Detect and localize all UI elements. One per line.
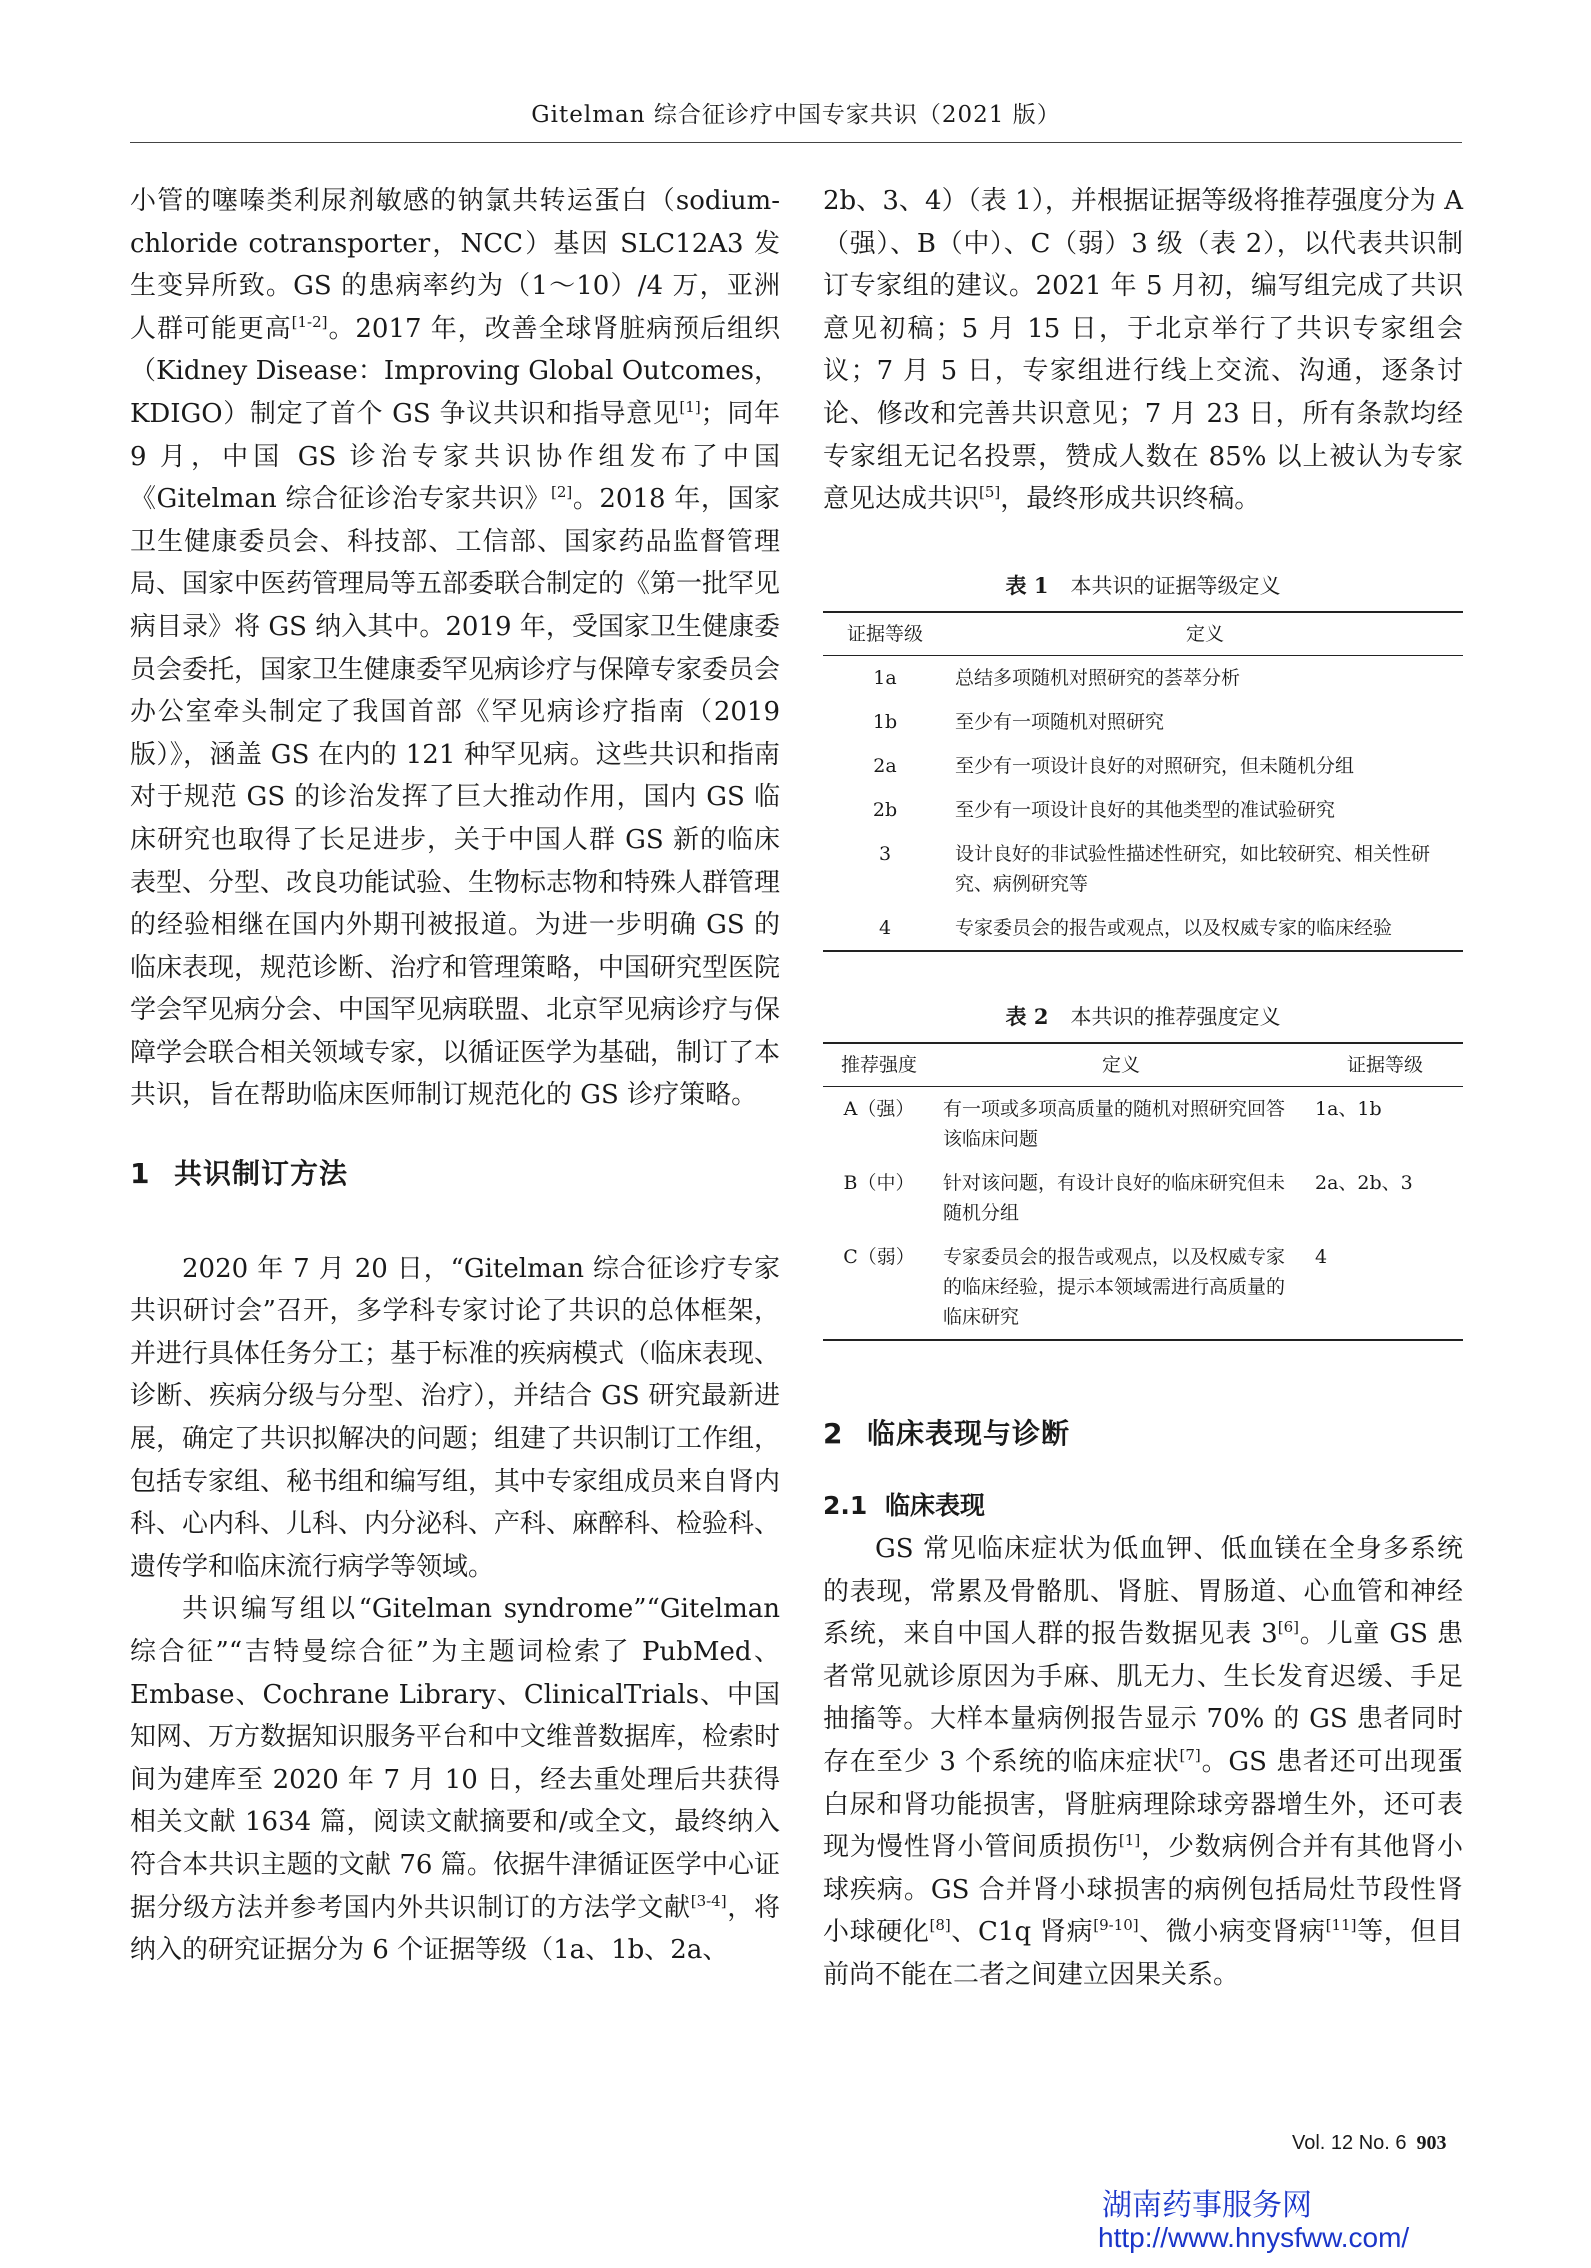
- text-run: 共识编写组以“Gitelman syndrome”“Gitelman 综合征”“吉特曼综合征”为主题词检索了 PubMed、Embase、Cochrane Library、ClinicalTrials、中国知网、万方数据知识服务平台和中文维普数据库，检索时间为建库至 2020 年 7 月 10 日，经去重处理后共获得相关文献 1634 篇，阅读文献摘要和/或全文，最终纳入符合本共识主题的文献 76 篇。依据牛津循证医学中心证据分级方法并参考国内外共识制订的方法学文献: [130, 1594, 781, 1923]
- left-column: [130, 180, 780, 1972]
- table-cell: 1a: [873, 666, 897, 689]
- subsection-title: 临床表现: [885, 1491, 986, 1521]
- table-cell: 针对该问题，有设计良好的临床研究但未随机分组: [943, 1171, 1286, 1224]
- table-cell: B（中）: [843, 1171, 915, 1194]
- watermark-url[interactable]: http://www.hnysfww.com/: [1098, 2222, 1410, 2253]
- text-run: ，最终形成共识终稿。: [1000, 484, 1261, 515]
- table-header: 证据等级: [1307, 1043, 1463, 1087]
- intro-paragraph: [130, 180, 780, 1117]
- table-cell: 总结多项随机对照研究的荟萃分析: [955, 666, 1241, 689]
- table-label: 表 1: [1005, 572, 1049, 598]
- table-cell: 2a: [873, 754, 897, 777]
- section-title: 临床表现与诊断: [867, 1416, 1071, 1450]
- running-header: Gitelman 综合征诊疗中国专家共识（2021 版）: [531, 102, 1061, 128]
- table-cell: C（弱）: [823, 1235, 935, 1340]
- volume-info: Vol. 12 No. 6: [1292, 2132, 1407, 2154]
- table-title: 本共识的推荐强度定义: [1070, 1004, 1281, 1029]
- table-header: 推荐强度: [823, 1043, 935, 1087]
- table-row: [823, 788, 1463, 832]
- table-row: [823, 700, 1463, 744]
- text-run: 。2018 年，国家卫生健康委员会、科技部、工信部、国家药品监督管理局、国家中医药管理局等五部委联合制定的《第一批罕见病目录》将 GS 纳入其中。2019 年，受国家卫生健康委员会委托，国家卫生健康委罕见病诊疗与保障专家委员会办公室牵头制定了我国首部《罕见病诊疗指南（2019 版）》，涵盖 GS 在内的 121 种罕见病。这些共识和指南对于规范 GS 的诊治发挥了巨大推动作用，国内 GS 临床研究也取得了长足进步，关于中国人群 GS 新的临床表型、分型、改良功能试验、生物标志物和特殊人群管理的经验相继在国内外期刊被报道。为进一步明确 GS 的临床表现，规范诊断、治疗和管理策略，中国研究型医院学会罕见病分会、中国罕见病联盟、北京罕见病诊疗与保障学会联合相关领域专家，以循证医学为基础，制订了本共识，旨在帮助临床医师制订规范化的 GS 诊疗策略。: [130, 484, 781, 1111]
- table-row: [823, 1086, 1463, 1161]
- watermark-site-name: 湖南药事服务网: [1102, 2188, 1312, 2223]
- text-run: 、C1q 肾病: [950, 1917, 1094, 1948]
- table-cell: 4: [823, 906, 947, 951]
- table-cell: 3: [878, 842, 892, 865]
- section-number: 2: [823, 1416, 844, 1450]
- recommendation-strength-table: [823, 1042, 1463, 1341]
- subsection-number: 2.1: [823, 1491, 868, 1521]
- table-cell: 专家委员会的报告或观点，以及权威专家的临床经验: [947, 906, 1463, 951]
- table-cell: 4: [1307, 1235, 1463, 1340]
- section-2-heading: [823, 1413, 1463, 1456]
- methods-paragraph-1: 2020 年 7 月 20 日，“Gitelman 综合征诊疗专家共识研讨会”召开，多学科专家讨论了共识的总体框架，并进行具体任务分工；基于标准的疾病模式（临床表现、诊断、疾病分级与分型、治疗），并结合 GS 研究最新进展，确定了共识拟解决的问题；组建了共识制订工作组，包括专家组、秘书组和编写组，其中专家组成员来自肾内科、心内科、儿科、内分泌科、产科、麻醉科、检验科、遗传学和临床流行病学等领域。: [130, 1253, 781, 1582]
- subsection-2-1-heading: [823, 1485, 1463, 1528]
- section-title: 共识制订方法: [174, 1157, 349, 1191]
- table-cell: 至少有一项随机对照研究: [955, 710, 1165, 733]
- text-run: 。儿童 GS 患者常见就诊原因为手麻、肌无力、生长发育迟缓、手足抽搐等。大样本量病例报告显示 70% 的 GS 患者同时存在至少 3 个系统的临床症状: [823, 1619, 1463, 1777]
- citation-ref: [7]: [1179, 1745, 1201, 1764]
- methods-paragraph-cont: [823, 180, 1463, 521]
- table-row: [823, 655, 1463, 700]
- page-number: 903: [1416, 2132, 1447, 2154]
- table-cell: 2a、2b、3: [1315, 1171, 1413, 1194]
- citation-ref: [11]: [1325, 1916, 1357, 1935]
- table-header: 定义: [935, 1043, 1307, 1087]
- evidence-level-table: [823, 611, 1463, 952]
- table-title: 本共识的证据等级定义: [1070, 573, 1281, 598]
- table-cell: 2b: [872, 798, 898, 821]
- text-run: 、微小病变肾病: [1138, 1917, 1326, 1948]
- text-run: ；同年 9 月，中国 GS 诊治专家共识协作组发布了中国《Gitelman 综合征诊治专家共识》: [130, 398, 780, 515]
- table-row: [823, 744, 1463, 788]
- table-cell: A（强）: [843, 1097, 915, 1120]
- citation-ref: [1]: [1118, 1831, 1141, 1850]
- table-2-caption: [823, 1002, 1463, 1032]
- citation-ref: [5]: [979, 483, 1001, 502]
- text-run: ，少数病例合并有其他肾小球疾病。GS 合并肾小球损害的病例包括局灶节段性肾小球硬化: [823, 1832, 1463, 1948]
- text-run: 。GS 患者还可出现蛋白尿和肾功能损害，肾脏病理除球旁器增生外，还可表现为慢性肾小管间质损伤: [823, 1746, 1463, 1863]
- citation-ref: [9-10]: [1093, 1916, 1139, 1935]
- text-run: ，将纳入的研究证据分为 6 个证据等级（1a、1b、2a、: [130, 1892, 780, 1966]
- citation-ref: [2]: [551, 483, 573, 502]
- table-header: 定义: [947, 612, 1463, 656]
- citation-ref: [1-2]: [291, 312, 328, 331]
- citation-ref: [3-4]: [690, 1891, 727, 1910]
- table-header: 证据等级: [823, 612, 947, 656]
- table-label: 表 2: [1005, 1003, 1049, 1029]
- section-number: 1: [130, 1157, 151, 1191]
- table-row: [823, 1235, 1463, 1340]
- citation-ref: [1]: [679, 397, 701, 416]
- table-row: [823, 832, 1463, 906]
- header-rule: [130, 142, 1462, 143]
- citation-ref: [6]: [1277, 1618, 1299, 1637]
- right-column: [823, 180, 1463, 1996]
- table-cell: 设计良好的非试验性描述性研究，如比较研究、相关性研究、病例研究等: [955, 842, 1431, 895]
- clinical-manifestation-paragraph: [823, 1528, 1463, 1997]
- table-row: [823, 906, 1463, 951]
- page-footer: [1292, 2132, 1447, 2155]
- section-1-heading: [130, 1153, 780, 1196]
- text-run: 小管的噻嗪类利尿剂敏感的钠氯共转运蛋白（sodium-chloride cotransporter，NCC）基因 SLC12A3 发生变异所致。GS 的患病率约为（1～10）/4 万，亚洲人群可能更高: [130, 186, 780, 344]
- table-1-caption: [823, 571, 1463, 601]
- table-row: [823, 1161, 1463, 1235]
- text-run: 2b、3、4）（表 1），并根据证据等级将推荐强度分为 A（强）、B（中）、C（弱）3 级（表 2），以代表共识制订专家组的建议。2021 年 5 月初，编写组完成了共识意见初稿；5 月 15 日，于北京举行了共识专家组会议；7 月 5 日，专家组进行线上交流、沟通，逐条讨论、修改和完善共识意见；7 月 23 日，所有条款均经专家组无记名投票，赞成人数在 85% 以上被认为专家意见达成共识: [823, 186, 1463, 515]
- table-cell: 有一项或多项高质量的随机对照研究回答该临床问题: [943, 1097, 1286, 1150]
- table-cell: 至少有一项设计良好的对照研究，但未随机分组: [955, 754, 1355, 777]
- citation-ref: [8]: [929, 1916, 951, 1935]
- text-run: GS 常见临床症状为低血钾、低血镁在全身多系统的表现，常累及骨骼肌、肾脏、胃肠道、心血管和神经系统，来自中国人群的报告数据见表 3: [823, 1533, 1463, 1650]
- methods-paragraph-2: [130, 1588, 780, 1971]
- table-cell: 专家委员会的报告或观点，以及权威专家的临床经验，提示本领域需进行高质量的临床研究: [935, 1235, 1307, 1340]
- table-cell: 至少有一项设计良好的其他类型的准试验研究: [955, 798, 1336, 821]
- table-cell: 1a、1b: [1315, 1097, 1382, 1120]
- table-cell: 1b: [872, 710, 898, 733]
- text-run: 等，但目前尚不能在二者之间建立因果关系。: [823, 1917, 1463, 1990]
- text-run: 。2017 年，改善全球肾脏病预后组织（Kidney Disease：Improving Global Outcomes，KDIGO）制定了首个 GS 争议共识和指导意见: [130, 313, 780, 429]
